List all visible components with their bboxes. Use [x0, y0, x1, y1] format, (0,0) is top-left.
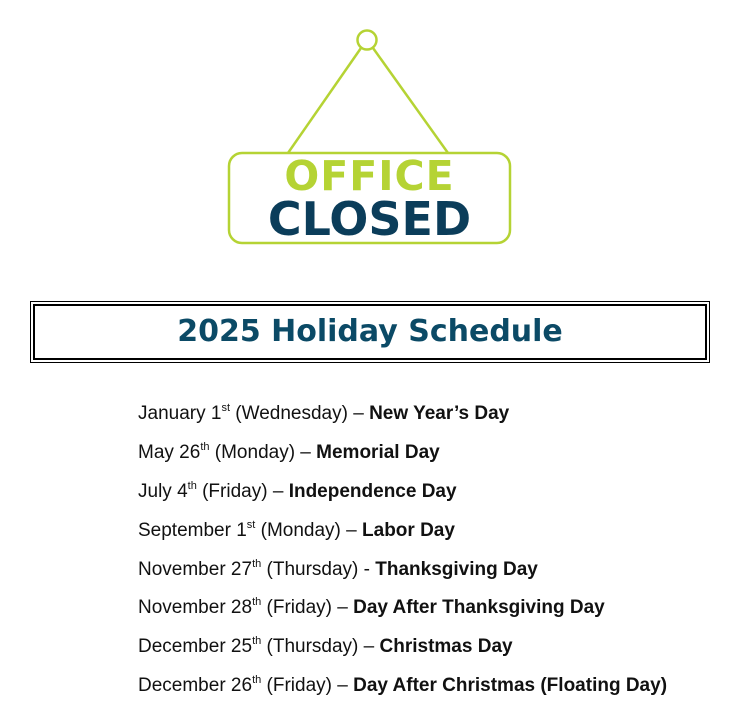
- holiday-name: Christmas Day: [379, 636, 513, 658]
- holiday-weekday: (Friday) –: [261, 597, 354, 619]
- holiday-date: December 25: [138, 636, 253, 658]
- holiday-list: [138, 395, 667, 706]
- holiday-name: New Year’s Day: [369, 403, 510, 424]
- title-box: [30, 301, 710, 363]
- date-suffix: st: [246, 518, 256, 531]
- holiday-weekday: (Friday) –: [261, 675, 354, 697]
- holiday-item: [138, 512, 667, 551]
- date-suffix: th: [200, 440, 210, 453]
- holiday-date: July 4: [138, 480, 188, 502]
- date-suffix: th: [252, 596, 262, 609]
- holiday-item: [138, 589, 667, 628]
- date-suffix: st: [221, 402, 231, 414]
- date-suffix: th: [187, 479, 197, 492]
- holiday-name: Thanksgiving Day: [375, 558, 538, 580]
- holiday-date: September 1: [138, 519, 247, 541]
- holiday-name: Day After Thanksgiving Day: [353, 597, 605, 619]
- date-suffix: th: [252, 635, 262, 648]
- holiday-date: May 26: [138, 441, 201, 463]
- holiday-name: Labor Day: [362, 519, 455, 541]
- holiday-item: [138, 473, 667, 512]
- holiday-name: Independence Day: [288, 480, 457, 502]
- holiday-weekday: (Wednesday) –: [230, 403, 370, 424]
- date-suffix: th: [252, 674, 262, 687]
- holiday-name: Memorial Day: [316, 441, 440, 463]
- date-suffix: th: [252, 557, 262, 570]
- sign-text: [229, 152, 510, 246]
- holiday-weekday: (Monday) –: [209, 441, 317, 463]
- holiday-weekday: (Thursday) –: [261, 636, 380, 658]
- holiday-weekday: (Friday) –: [196, 480, 289, 502]
- holiday-date: November 27: [138, 558, 253, 580]
- holiday-date: January 1: [138, 403, 222, 424]
- holiday-weekday: (Thursday) -: [261, 558, 376, 580]
- holiday-date: November 28: [138, 597, 253, 619]
- holiday-item: [138, 628, 667, 667]
- title-inner-border: [33, 304, 707, 360]
- holiday-item: [138, 667, 667, 706]
- holiday-weekday: (Monday) –: [255, 519, 363, 541]
- holiday-item: [138, 395, 667, 434]
- sign-line-office: OFFICE: [284, 152, 455, 200]
- holiday-name: Day After Christmas (Floating Day): [353, 675, 668, 697]
- page-title: 2025 Holiday Schedule: [177, 314, 563, 349]
- sign-line-closed: CLOSED: [267, 192, 472, 246]
- holiday-item: [138, 551, 667, 590]
- holiday-item: [138, 434, 667, 473]
- holiday-date: December 26: [138, 675, 253, 697]
- office-closed-sign: [0, 0, 735, 260]
